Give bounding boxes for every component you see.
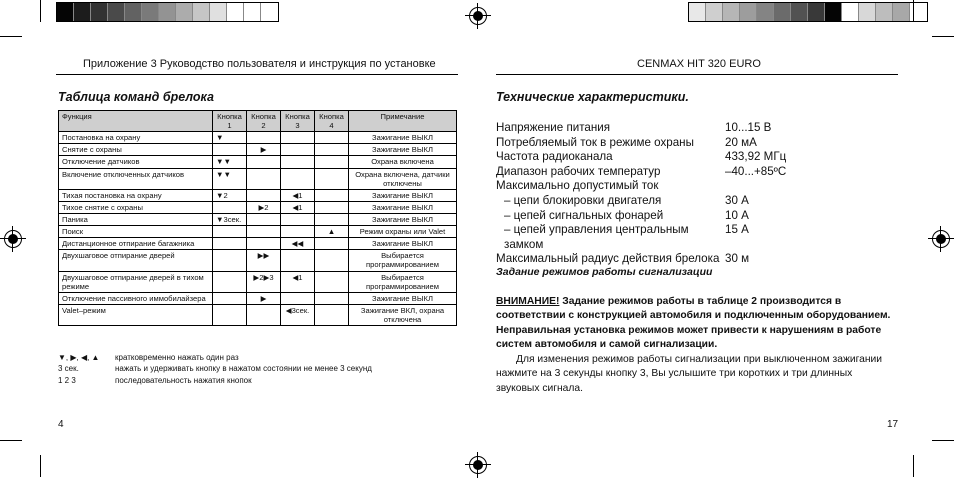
legend-row [58, 352, 372, 363]
button-cell [213, 292, 247, 304]
left-page-title: Таблица команд брелока [58, 90, 214, 104]
button-cell: ▶2▶3 [247, 271, 281, 292]
table-row [59, 250, 457, 271]
legend-symbol: 1 2 3 [58, 375, 76, 385]
button-cell: ▶ [247, 144, 281, 156]
spec-row [496, 223, 786, 252]
button-cell: ▼ [213, 132, 247, 144]
table-row [59, 304, 457, 325]
calibration-swatch [859, 3, 876, 21]
left-page-number: 4 [58, 419, 64, 430]
spec-value: 30 А [725, 193, 749, 207]
crop-mark [0, 36, 22, 37]
function-cell: Постановка на охрану [59, 132, 213, 144]
spec-label: Напряжение питания [496, 121, 610, 134]
legend-symbol: 3 сек. [58, 364, 79, 374]
crop-mark [40, 0, 41, 22]
button-cell [315, 201, 349, 213]
note-cell: Охрана включена [349, 156, 457, 168]
warning-label: ВНИМАНИЕ! [496, 296, 560, 307]
calibration-swatch [57, 3, 74, 21]
note-cell: Зажигание ВЫКЛ [349, 292, 457, 304]
button-cell: ▶2 [247, 201, 281, 213]
body-paragraph: Для изменения режимов работы сигнализации при выключенном зажигании нажмите на 3 секунды кнопку 3, Вы услышите три коротких и три длинных звуковых сигнала. [496, 354, 883, 394]
command-table [58, 110, 457, 326]
column-header: Кнопка 3 [281, 111, 315, 132]
table-row [59, 271, 457, 292]
note-cell: Зажигание ВЫКЛ [349, 213, 457, 225]
button-cell [213, 250, 247, 271]
button-cell [315, 156, 349, 168]
spec-value: 10...15 В [725, 121, 772, 134]
button-cell: ◀1 [281, 189, 315, 201]
button-cell: ◀1 [281, 271, 315, 292]
calibration-swatch [193, 3, 210, 21]
button-cell [247, 132, 281, 144]
note-cell: Зажигание ВЫКЛ [349, 201, 457, 213]
left-header-rule [56, 74, 458, 75]
calibration-swatch [791, 3, 808, 21]
column-header: Кнопка 2 [247, 111, 281, 132]
calibration-swatch [893, 3, 910, 21]
button-cell [281, 292, 315, 304]
function-cell: Дистанционное отпирание багажника [59, 238, 213, 250]
legend-description: нажать и удерживать кнопку в нажатом состоянии не менее 3 секунд [115, 364, 372, 374]
left-page-header: Приложение 3 Руководство пользователя и инструкция по установке [83, 58, 436, 70]
right-page-number: 17 [887, 419, 899, 430]
button-cell: ▼2 [213, 189, 247, 201]
calibration-swatch [740, 3, 757, 21]
spec-label: Максимально допустимый ток [496, 179, 659, 193]
button-cell [247, 226, 281, 238]
button-cell [213, 201, 247, 213]
button-cell: ▼▼ [213, 168, 247, 189]
note-cell: Зажигание ВЫКЛ [349, 132, 457, 144]
button-cell [281, 156, 315, 168]
legend-row [58, 375, 372, 386]
spec-label: Диапазон рабочих температур [496, 164, 661, 178]
button-cell [247, 238, 281, 250]
registration-target-icon [469, 456, 487, 474]
spec-label: – цепей управления центральным замком [504, 223, 689, 251]
legend-symbol: ▼, ▶, ◀, ▲ [58, 353, 100, 362]
table-row [59, 213, 457, 225]
column-header: Функция [59, 111, 213, 132]
spec-row [496, 209, 786, 224]
note-cell: Выбирается программированием [349, 271, 457, 292]
crop-mark [913, 0, 914, 22]
spec-label: – цепи блокировки двигателя [504, 193, 662, 207]
calibration-swatch [74, 3, 91, 21]
table-row [59, 238, 457, 250]
warning-text: Задание режимов работы в таблице 2 производится в соответствии с конструкцией автомобиля и подключенным оборудованием. Неправильная установка режимов может привести к нарушениям в работе систем автомобиля и самой сигнализации. [496, 296, 891, 351]
button-cell [281, 226, 315, 238]
spec-value: –40...+85ºС [725, 164, 787, 178]
spec-value: 20 мА [725, 135, 757, 149]
button-cell: ◀1 [281, 201, 315, 213]
table-row [59, 226, 457, 238]
color-calibration-bar-left [56, 2, 279, 22]
function-cell: Valet–режим [59, 304, 213, 325]
spec-row [496, 121, 786, 136]
crop-mark [913, 455, 914, 477]
spec-row [496, 150, 786, 165]
calibration-swatch [757, 3, 774, 21]
spec-label: Потребляемый ток в режиме охраны [496, 135, 694, 149]
legend-description: последовательность нажатия кнопок [115, 375, 252, 385]
spec-row [496, 252, 786, 267]
button-cell [247, 168, 281, 189]
right-page-header: CENMAX HIT 320 EURO [637, 58, 761, 70]
table-row [59, 292, 457, 304]
button-cell [315, 238, 349, 250]
crop-mark [932, 440, 954, 441]
calibration-swatch [723, 3, 740, 21]
button-cell [315, 304, 349, 325]
calibration-swatch [159, 3, 176, 21]
calibration-swatch [244, 3, 261, 21]
function-cell: Включение отключенных датчиков [59, 168, 213, 189]
button-cell: ◀3сек. [281, 304, 315, 325]
calibration-swatch [876, 3, 893, 21]
calibration-swatch [210, 3, 227, 21]
button-cell [281, 144, 315, 156]
legend-row [58, 363, 372, 374]
calibration-swatch [808, 3, 825, 21]
crop-mark [0, 440, 22, 441]
spec-value: 10 А [725, 208, 749, 222]
button-cell [315, 213, 349, 225]
table-row [59, 189, 457, 201]
button-cell [281, 250, 315, 271]
button-cell [247, 213, 281, 225]
button-cell: ▶▶ [247, 250, 281, 271]
note-cell: Охрана включена, датчики отключены [349, 168, 457, 189]
spec-label: Частота радиоканала [496, 150, 613, 164]
column-header: Кнопка 4 [315, 111, 349, 132]
function-cell: Паника [59, 213, 213, 225]
button-cell [315, 168, 349, 189]
button-cell [315, 144, 349, 156]
function-cell: Двухшаговое отпирание дверей в тихом режиме [59, 271, 213, 292]
calibration-swatch [689, 3, 706, 21]
calibration-swatch [176, 3, 193, 21]
button-cell [281, 132, 315, 144]
column-header: Примечание [349, 111, 457, 132]
button-cell [247, 156, 281, 168]
color-calibration-bar-right [688, 2, 928, 22]
button-cell: ▼▼ [213, 156, 247, 168]
spec-value: 30 м [725, 252, 750, 266]
registration-target-icon [932, 230, 950, 248]
calibration-swatch [261, 3, 278, 21]
button-cell [247, 189, 281, 201]
column-header: Кнопка 1 [213, 111, 247, 132]
calibration-swatch [227, 3, 244, 21]
button-cell [213, 226, 247, 238]
registration-target-icon [469, 7, 487, 25]
right-header-rule [496, 74, 898, 75]
table-header-row [59, 111, 457, 132]
button-cell [315, 271, 349, 292]
function-cell: Тихое снятие с охраны [59, 201, 213, 213]
crop-mark [932, 36, 954, 37]
right-page-title: Технические характеристики. [496, 90, 689, 104]
button-cell [213, 304, 247, 325]
table-row [59, 168, 457, 189]
button-cell [247, 304, 281, 325]
button-cell [213, 271, 247, 292]
registration-target-icon [4, 230, 22, 248]
button-cell [315, 132, 349, 144]
legend-description: кратковременно нажать один раз [115, 353, 239, 362]
calibration-swatch [706, 3, 723, 21]
spec-row [496, 194, 786, 209]
spec-list [496, 121, 786, 267]
note-cell: Зажигание ВКЛ, охрана отключена [349, 304, 457, 325]
spec-value: 15 А [725, 223, 749, 237]
table-row [59, 132, 457, 144]
modes-subtitle: Задание режимов работы сигнализации [496, 266, 713, 278]
function-cell: Отключение датчиков [59, 156, 213, 168]
note-cell: Режим охраны или Valet [349, 226, 457, 238]
button-cell [213, 238, 247, 250]
calibration-swatch [125, 3, 142, 21]
button-cell [315, 189, 349, 201]
calibration-swatch [142, 3, 159, 21]
button-cell [281, 213, 315, 225]
calibration-swatch [774, 3, 791, 21]
table-row [59, 144, 457, 156]
function-cell: Поиск [59, 226, 213, 238]
button-cell [315, 250, 349, 271]
button-cell: ▶ [247, 292, 281, 304]
calibration-swatch [108, 3, 125, 21]
calibration-swatch [91, 3, 108, 21]
button-cell: ▼3сек. [213, 213, 247, 225]
spec-label: – цепей сигнальных фонарей [504, 208, 664, 222]
spec-row [496, 165, 786, 180]
button-cell: ◀◀ [281, 238, 315, 250]
function-cell: Двухшаговое отпирание дверей [59, 250, 213, 271]
spec-row [496, 179, 786, 194]
note-cell: Зажигание ВЫКЛ [349, 189, 457, 201]
note-cell: Зажигание ВЫКЛ [349, 144, 457, 156]
spec-value: 433,92 МГц [725, 150, 787, 164]
function-cell: Тихая постановка на охрану [59, 189, 213, 201]
spec-row [496, 136, 786, 151]
button-cell: ▲ [315, 226, 349, 238]
button-cell [281, 168, 315, 189]
table-row [59, 201, 457, 213]
crop-mark [40, 455, 41, 477]
table-row [59, 156, 457, 168]
button-cell [315, 292, 349, 304]
note-cell: Выбирается программированием [349, 250, 457, 271]
button-cell [213, 144, 247, 156]
note-cell: Зажигание ВЫКЛ [349, 238, 457, 250]
function-cell: Отключение пассивного иммобилайзера [59, 292, 213, 304]
calibration-swatch [842, 3, 859, 21]
spec-label: Максимальный радиус действия брелока [496, 252, 720, 266]
warning-paragraph [496, 295, 898, 353]
calibration-swatch [825, 3, 842, 21]
function-cell: Снятие с охраны [59, 144, 213, 156]
table-legend [58, 352, 372, 386]
